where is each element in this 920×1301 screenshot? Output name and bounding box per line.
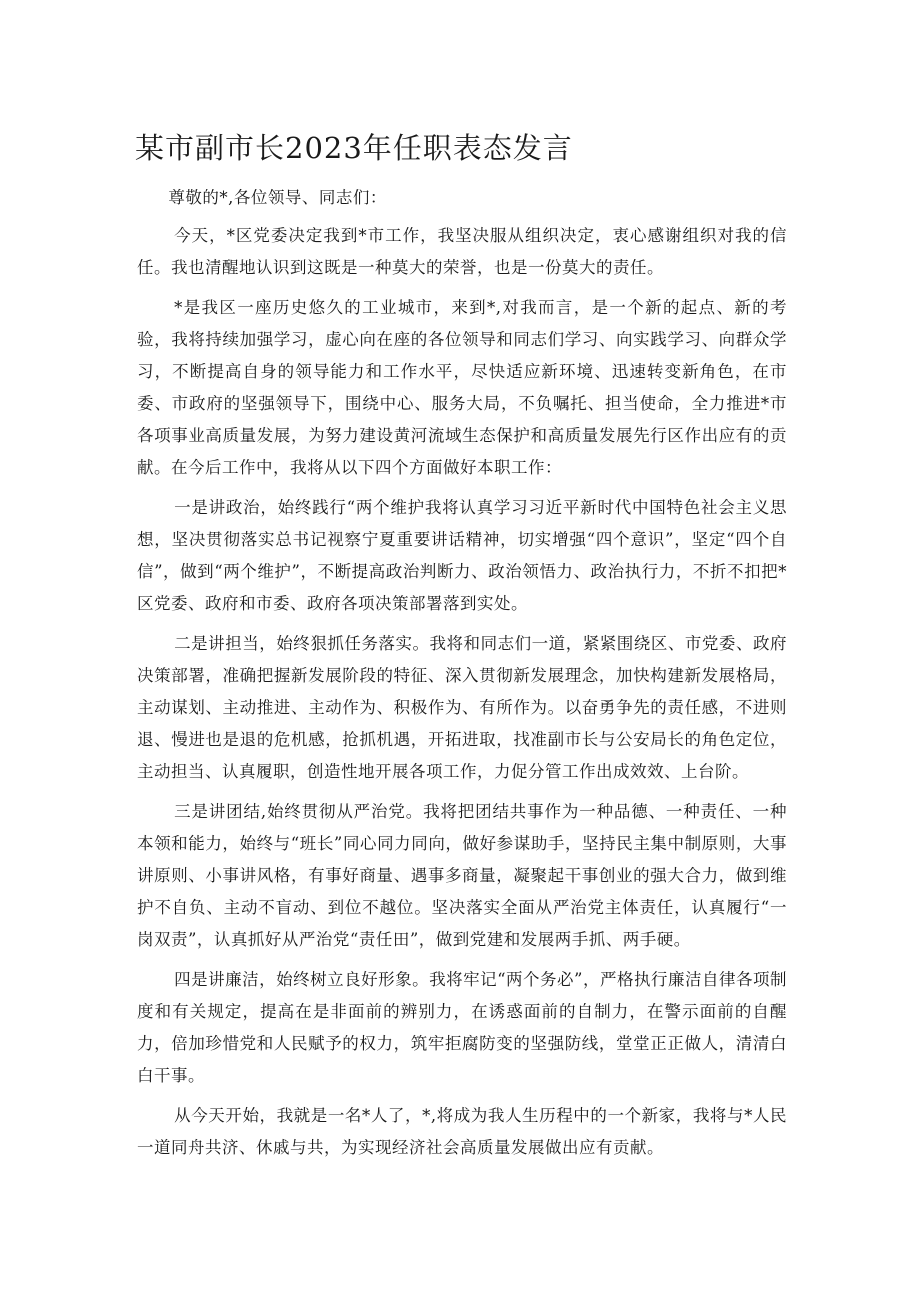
document-title: 某市副市长2023年任职表态发言	[135, 131, 573, 165]
paragraph-integrity: 四是讲廉洁，始终树立良好形象。我将牢记“两个务必”，严格执行廉洁自律各项制度和有关规定，提高在是非面前的辨别力，在诱惑面前的自制力，在警示面前的自醒力，倍加珍惜党和人民赋予的权力，筑牢拒腐防变的坚强防线，堂堂正正做人，清清白白干事。	[137, 970, 787, 1085]
paragraph-opening: 今天，*区党委决定我到*市工作，我坚决服从组织决定，衷心感谢组织对我的信任。我也清醒地认识到这既是一种莫大的荣誉，也是一份莫大的责任。	[137, 226, 787, 277]
paragraph-unity: 三是讲团结,始终贯彻从严治党。我将把团结共事作为一种品德、一种责任、一种本领和能力，始终与“班长”同心同力同向，做好参谋助手，坚持民主集中制原则，大事讲原则、小事讲风格，有事好商量、遇事多商量，凝聚起干事创业的强大合力，做到维护不自负、主动不盲动、到位不越位。坚决落实全面从严治党主体责任，认真履行“一岗双责”，认真抓好从严治党“责任田”，做到党建和发展两手抓、两手硬。	[137, 802, 787, 949]
paragraph-politics: 一是讲政治，始终践行“两个维护我将认真学习习近平新时代中国特色社会主义思想，坚决贯彻落实总书记视察宁夏重要讲话精神，切实增强“四个意识”，坚定“四个自信”，做到“两个维护”，不断提高政治判断力、政治领悟力、政治执行力，不折不扣把*区党委、政府和市委、政府各项决策部署落到实处。	[137, 498, 787, 613]
paragraph-closing: 从今天开始，我就是一名*人了，*,将成为我人生历程中的一个新家，我将与*人民一道同舟共济、休戚与共，为实现经济社会高质量发展做出应有贡献。	[137, 1106, 787, 1157]
paragraph-intro: *是我区一座历史悠久的工业城市，来到*,对我而言，是一个新的起点、新的考验，我将持续加强学习，虚心向在座的各位领导和同志们学习、向实践学习、向群众学习，不断提高自身的领导能力和工作水平，尽快适应新环境、迅速转变新角色，在市委、市政府的坚强领导下，围绕中心、服务大局，不负嘱托、担当使命，全力推进*市各项事业高质量发展，为努力建设黄河流域生态保护和高质量发展先行区作出应有的贡献。在今后工作中，我将从以下四个方面做好本职工作：	[137, 298, 787, 477]
paragraph-responsibility: 二是讲担当，始终狠抓任务落实。我将和同志们一道，紧紧围绕区、市党委、政府决策部署，准确把握新发展阶段的特征、深入贯彻新发展理念，加快构建新发展格局，主动谋划、主动推进、主动作为、积极作为、有所作为。以奋勇争先的责任感，不进则退、慢进也是退的危机感，抢抓机遇，开拓进取，找准副市长与公安局长的角色定位，主动担当、认真履职，创造性地开展各项工作，力促分管工作出成效效、上台阶。	[137, 634, 787, 781]
salutation: 尊敬的*,各位领导、同志们：	[168, 188, 387, 207]
document-body	[137, 182, 787, 1172]
